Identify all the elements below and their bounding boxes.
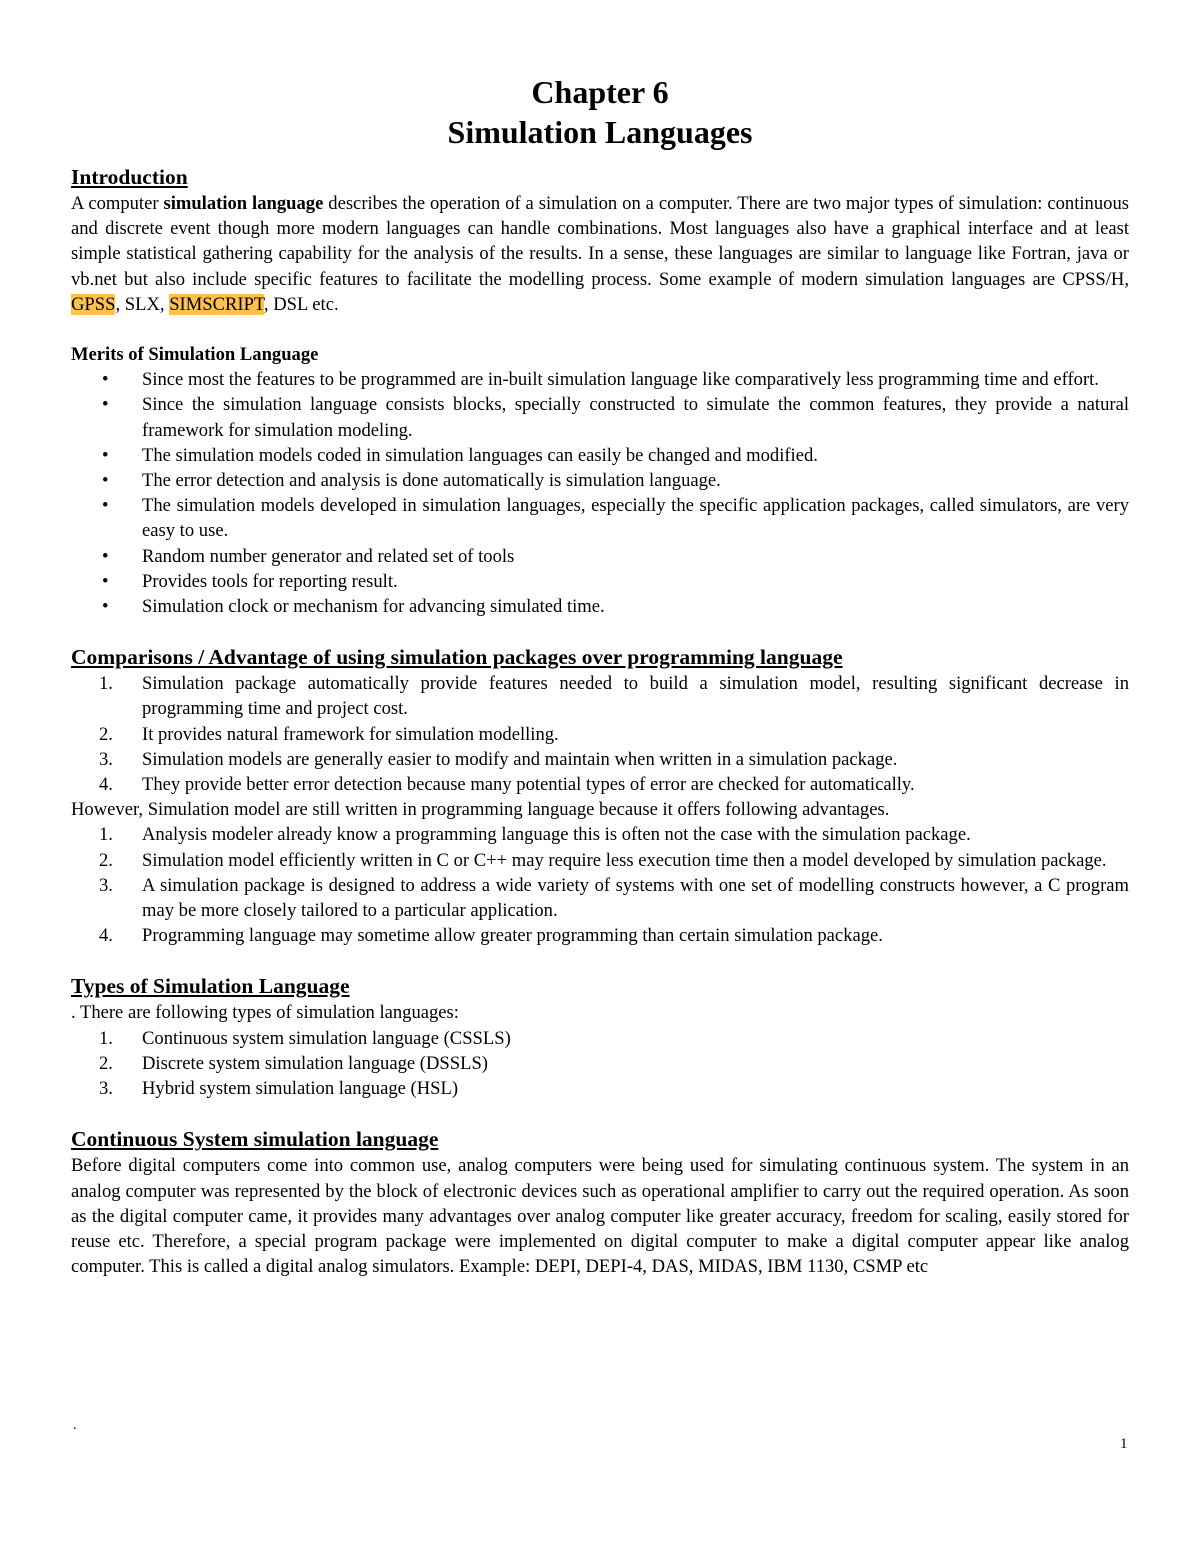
- list-item: • Since the simulation language consists blocks, specially constructed to simulate the common features, they provide a natural framework for simulation modeling.: [102, 394, 1129, 441]
- footer-dot: .: [73, 1418, 77, 1433]
- intro-text-3: , SLX,: [115, 293, 170, 315]
- list-item: • Random number generator and related set of tools: [71, 544, 1129, 569]
- highlight-gpss: GPSS: [71, 293, 116, 315]
- merits-list: [71, 367, 1129, 619]
- comparisons-heading: Comparisons / Advantage of using simulation packages over programming language: [71, 645, 843, 670]
- list-item: • The error detection and analysis is done automatically is simulation language.: [71, 468, 1129, 493]
- list-item: 3. Hybrid system simulation language (HSL): [99, 1078, 459, 1100]
- list-item: 2. Discrete system simulation language (DSSLS): [99, 1052, 488, 1074]
- intro-bold-term: simulation language: [163, 193, 324, 214]
- document-page: [71, 72, 1129, 1279]
- continuous-heading: Continuous System simulation language: [71, 1127, 439, 1152]
- continuous-paragraph: Before digital computers come into common use, analog computers were being used for simulating continuous system. The system in an analog computer was represented by the block of electronic devices such as operational amplifier to carry out the required operation. As soon as the digital computer came, it provides many advantages over analog computer like greater accuracy, freedom for scaling, easily stored for reuse etc. Therefore, a special program package were implemented on digital computer to make a digital computer appear like analog computer. This is called a digital analog simulators. Example: DEPI, DEPI-4, DAS, MIDAS, IBM 1130, CSMP etc: [71, 1155, 1129, 1278]
- advantages-list: [71, 822, 1129, 948]
- intro-text-2: describes the operation of a simulation on a computer. There are two major types of simulation: continuous and discrete event though more modern languages can handle combinations. Most languages also have a graphical interface and at least simple statistical gathering capability for the analysis of the results. In a sense, these languages are similar to language like Fortran, java or vb.net but also include specific features to facilitate the modelling process. Some example of modern simulation languages are CPSS/H,: [71, 193, 1129, 290]
- chapter-subtitle: Simulation Languages: [447, 114, 753, 150]
- however-paragraph: However, Simulation model are still written in programming language because it offers following advantages.: [71, 799, 890, 821]
- intro-text-4: , DSL etc.: [263, 293, 339, 315]
- list-item: 4. They provide better error detection because many potential types of error are checked for automatically.: [99, 774, 915, 796]
- bullet-icon: •: [102, 470, 109, 492]
- page-number: 1: [1120, 1436, 1128, 1452]
- bullet-icon: •: [102, 394, 109, 416]
- bullet-icon: •: [102, 596, 109, 618]
- list-item: 2. It provides natural framework for simulation modelling.: [99, 723, 559, 745]
- intro-text-1: A computer: [71, 193, 164, 214]
- types-heading: Types of Simulation Language: [71, 974, 350, 999]
- list-item: 4. Programming language may sometime allow greater programming than certain simulation package.: [99, 925, 883, 947]
- list-item: 3. A simulation package is designed to address a wide variety of systems with one set of modelling constructs however, a C program may be more closely tailored to a particular application.: [99, 874, 1129, 922]
- types-intro: . There are following types of simulation languages:: [71, 1002, 459, 1024]
- list-item: • Simulation clock or mechanism for advancing simulated time.: [71, 594, 1129, 619]
- list-item: 1. Continuous system simulation language (CSSLS): [99, 1027, 511, 1049]
- bullet-icon: •: [102, 570, 109, 592]
- introduction-paragraph: [71, 191, 1129, 317]
- comparisons-list: [71, 671, 1129, 797]
- list-item: 2. Simulation model efficiently written in C or C++ may require less execution time then a model developed by simulation package.: [99, 849, 1107, 871]
- highlight-simscript: SIMSCRIPT: [169, 293, 264, 315]
- bullet-icon: •: [102, 369, 109, 391]
- bullet-icon: •: [102, 444, 109, 466]
- introduction-heading: Introduction: [71, 165, 188, 189]
- list-item: • The simulation models developed in simulation languages, especially the specific application packages, called simulators, are very easy to use.: [102, 495, 1129, 542]
- list-item: • The simulation models coded in simulation languages can easily be changed and modified.: [71, 443, 1129, 468]
- types-list: [71, 1026, 1129, 1102]
- bullet-icon: •: [102, 545, 109, 567]
- list-item: 3. Simulation models are generally easier to modify and maintain when written in a simulation package.: [99, 748, 898, 770]
- list-item: 1. Simulation package automatically provide features needed to build a simulation model, resulting significant decrease in programming time and project cost.: [99, 673, 1129, 720]
- list-item: 1. Analysis modeler already know a programming language this is often not the case with the simulation package.: [99, 824, 971, 846]
- chapter-title: Chapter 6: [531, 74, 669, 110]
- bullet-icon: •: [102, 495, 109, 517]
- list-item: • Since most the features to be programmed are in-built simulation language like comparatively less programming time and effort.: [71, 367, 1129, 392]
- list-item: • Provides tools for reporting result.: [71, 569, 1129, 594]
- merits-heading: Merits of Simulation Language: [71, 344, 319, 366]
